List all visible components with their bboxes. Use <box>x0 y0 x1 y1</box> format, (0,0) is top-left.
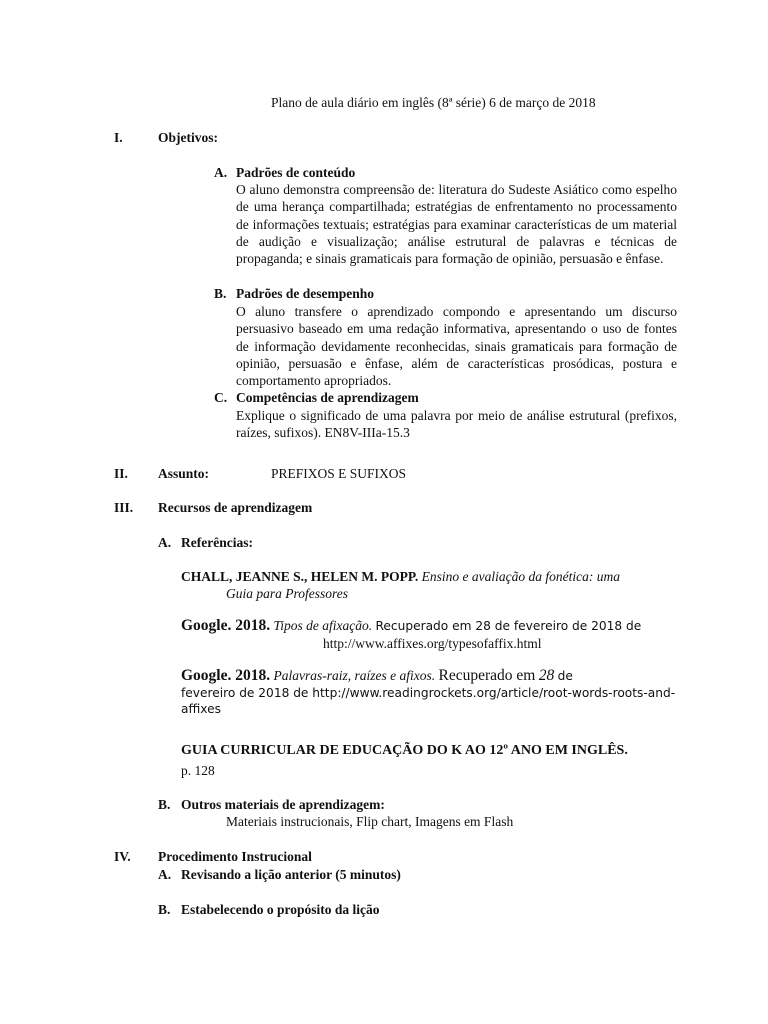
section-1c-heading: Competências de aprendizagem <box>236 390 419 405</box>
section-3-number: III. <box>114 500 134 515</box>
section-3b-letter: B. <box>158 797 171 812</box>
section-4b-letter: B. <box>158 902 171 917</box>
section-3a-letter: A. <box>158 535 172 550</box>
reference-3-line2: fevereiro de 2018 de http://www.readingrockets.org/article/root-words-roots-and- <box>181 686 676 700</box>
section-1a-letter: A. <box>214 165 228 180</box>
reference-3-title: Palavras-raiz, raízes e afixos. <box>273 668 436 683</box>
section-2-value: PREFIXOS E SUFIXOS <box>271 466 407 481</box>
reference-3 <box>181 667 573 685</box>
reference-1 <box>181 569 620 585</box>
section-4-number: IV. <box>114 849 131 864</box>
reference-1-title: Ensino e avaliação da fonética: uma <box>421 569 620 584</box>
section-1c-letter: C. <box>214 390 228 405</box>
section-3-heading: Recursos de aprendizagem <box>158 500 313 515</box>
reference-2-title: Tipos de afixação. <box>273 618 373 633</box>
reference-3-source: Google. 2018. <box>181 667 271 684</box>
section-1b-letter: B. <box>214 286 227 301</box>
section-2-label: Assunto: <box>158 466 210 481</box>
reference-3-de: de <box>557 669 573 683</box>
reference-2-retrieved: Recuperado em 28 de fevereiro de 2018 de <box>375 619 642 633</box>
reference-2 <box>181 617 641 635</box>
section-1a-heading: Padrões de conteúdo <box>236 165 356 180</box>
reference-4-page: p. 128 <box>181 763 215 778</box>
reference-3-retrieved: Recuperado em <box>438 667 536 684</box>
section-1b-heading: Padrões de desempenho <box>236 286 374 301</box>
section-3b-text: Materiais instrucionais, Flip chart, Imagens em Flash <box>226 814 514 829</box>
section-4a-text: Revisando a lição anterior (5 minutos) <box>181 867 401 882</box>
reference-1-authors: CHALL, JEANNE S., HELEN M. POPP. <box>181 569 419 584</box>
section-4b-text: Estabelecendo o propósito da lição <box>181 902 380 917</box>
section-1-heading: Objetivos: <box>158 130 218 145</box>
section-1b-text: O aluno transfere o aprendizado compondo e apresentando um discurso persuasivo baseado em uma redação informativa, apresentando o uso de fontes de informação devidamente reconhecidas, sinais gramaticais para formação de opinião, persuasão e ênfase, além de características prosódicas, postura e comportamento apropriados. <box>236 304 677 389</box>
reference-2-source: Google. 2018. <box>181 617 271 634</box>
section-1c-text: Explique o significado de uma palavra por meio de análise estrutural (prefixos, raízes, sufixos). EN8V-IIIa-15.3 <box>236 408 677 441</box>
section-1-number: I. <box>114 130 123 145</box>
reference-3-day: 28 <box>538 667 555 684</box>
section-1a-text: O aluno demonstra compreensão de: literatura do Sudeste Asiático como espelho de uma herança compartilhada; estratégias de enfrentamento no processamento de informações textuais; estratégias para examinar características de um material de audição e visualização; análise estrutural de palavras e técnicas de propaganda; e sinais gramaticais para formação de opinião, persuasão e ênfase. <box>236 182 677 267</box>
reference-1-title-cont: Guia para Professores <box>226 586 349 601</box>
section-4a-letter: A. <box>158 867 172 882</box>
section-2-number: II. <box>114 466 128 481</box>
section-3a-heading: Referências: <box>181 535 253 550</box>
reference-4-title: GUIA CURRICULAR DE EDUCAÇÃO DO K AO 12º ANO EM INGLÊS. <box>181 743 628 758</box>
reference-3-line3: affixes <box>181 702 221 716</box>
section-3b-heading: Outros materiais de aprendizagem: <box>181 797 385 812</box>
section-4-heading: Procedimento Instrucional <box>158 849 312 864</box>
reference-2-url: http://www.affixes.org/typesofaffix.html <box>323 636 542 651</box>
page-title: Plano de aula diário em inglês (8ª série) 6 de março de 2018 <box>271 95 596 110</box>
